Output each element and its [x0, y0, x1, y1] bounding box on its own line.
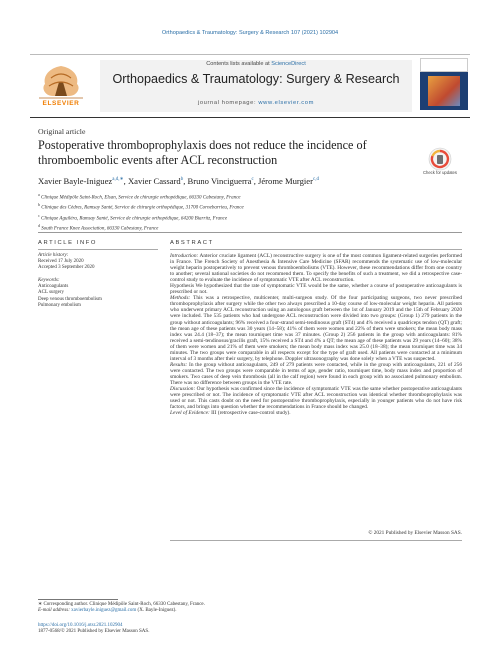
- abstract-body: [170, 253, 462, 416]
- abstract-paragraph: [170, 410, 462, 416]
- affiliation: $^a$ Clinique Médipôle Saint-Roch, Elsan, Service de chirurgie orthopédique, 66330 Cabestany, France: [38, 192, 241, 201]
- copyright-notice: © 2021 Published by Elsevier Masson SAS.: [368, 530, 462, 536]
- author-name[interactable]: Xavier Cassard: [127, 176, 181, 186]
- footnote-divider: [38, 599, 118, 600]
- author-affiliation-marker[interactable]: b: [180, 177, 184, 183]
- abstract-section-text: This was a retrospective, multicenter, multi-surgeon study. Of the four participating surgeons, two never prescribed thromboprophylaxis after surgery while the other two always prescribed a 10-day course of low-molecular weight heparin. All patients who underwent primary ACL reconstruction using an autologous graft between the 1st of January 2019 and the 15th of February 2020 were included. The 535 patients who had undergone ACL reconstruction were divided into two groups: (Group 1) 279 patients in the group without anticoagulants; 96% received a four-strand semi-tendinosus graft (ST4) and 4% received a quadriceps tendon (QT) graft; the mean age of these patients was 30 years (14–58); 41% of them were women and 22% of them were smokers; the mean body mass index was 24.4 (18–37); the mean tourniquet time was 37 minutes. (Group 2) 256 patients in the group with anticoagulants: 81% received a semi-tendinosus/gracilis graft, 15% received a ST4 and 4% a QT; the mean age of these patients was 29 years (14–60); 38% of them were women and 21% of them were smokers; the mean body mass index was 25.0 (18–38); the mean tourniquet time was 34 minutes. The two groups were comparable in all respects except for the type of graft used. All patients were contacted at a minimum interval of 3 months after their surgery, by telephone. Doppler ultrasonography was done solely when a VTE was suspected.: [170, 295, 462, 362]
- history-label: Article history:: [38, 253, 69, 258]
- author-name[interactable]: Xavier Bayle-Iniguez: [38, 176, 113, 186]
- contents-prefix: Contents lists available at: [206, 61, 272, 67]
- email-label: E-mail address:: [38, 608, 72, 614]
- abstract-section-label: Level of Evidence:: [170, 410, 210, 417]
- abstract-divider: [170, 249, 462, 250]
- keyword: Pulmonary embolism: [38, 302, 81, 308]
- abstract-heading: ABSTRACT: [170, 240, 214, 246]
- affiliation: $^b$ Clinique des Cèdres, Ramsay Santé, Service de chirurgie orthopédique, 31700 Cornebarrieu, France: [38, 202, 244, 212]
- email-link[interactable]: xavierbayle.iniguez@gmail.com: [71, 608, 137, 614]
- abstract-section-text: Hypothesis We hypothesized that the rate of symptomatic VTE would be the same, whether a course of postoperative anticoagulants is prescribed or not.: [170, 283, 462, 296]
- check-for-updates-label[interactable]: Check for updates: [423, 170, 457, 175]
- homepage-link[interactable]: www.elsevier.com: [258, 100, 315, 106]
- abstract-section-label: Discussion:: [170, 386, 196, 393]
- doi-link[interactable]: https://doi.org/10.1016/j.otsr.2021.102904: [38, 623, 123, 628]
- affiliation: $^d$ South France Knee Association, 66330 Cabestany, France: [38, 223, 159, 233]
- journal-title: Orthopaedics & Traumatology: Surgery & Research: [112, 72, 400, 86]
- abstract-section-text: III (retrospective case-control study).: [211, 410, 291, 417]
- keyword: ACL surgery: [38, 290, 64, 296]
- email-suffix: (X. Bayle-Iniguez).: [136, 608, 177, 614]
- keywords-label: Keywords:: [38, 278, 60, 284]
- abstract-section-text: Our hypothesis was confirmed since the incidence of symptomatic VTE was the same whether postoperative anticoagulants were prescribed or not. The incidence of symptomatic VTE after ACL reconstruction was identical whether thromboprophylaxis was used or not. This casts doubt on the need for postoperative thromboprophylaxis, especially in younger patients who do not have risk factors, and brings into question whether the recommendations in France should be changed.: [170, 386, 462, 411]
- abstract-paragraph: [170, 253, 462, 283]
- article-type: Original article: [38, 127, 86, 136]
- header-divider: [30, 54, 470, 55]
- article-info-heading: ARTICLE INFO: [38, 240, 98, 246]
- email-line: [38, 608, 458, 614]
- abstract-bottom-divider: [170, 540, 462, 541]
- issn-line: 1877-0568/© 2021 Published by Elsevier Masson SAS.: [38, 629, 150, 635]
- corresponding-author: ∗ Corresponding author. Clinique Médipôle Saint-Roch, 66330 Cabestany, France.: [38, 602, 205, 607]
- abstract-paragraph: [170, 295, 462, 362]
- contents-line: [100, 61, 412, 67]
- author-name[interactable]: Bruno Vinciguerra: [187, 176, 252, 186]
- article-info-panel: [38, 253, 158, 309]
- journal-cover-art: [428, 76, 460, 106]
- author-list: Xavier Bayle-Iniguez$^{a,d,∗}$, Xavier Cassard$^b$, Bruno Vinciguerra$^c$, Jérome Murgier$^{c,d}$: [38, 176, 319, 186]
- corresponding-author-footnote: [38, 602, 458, 614]
- journal-homepage: [100, 100, 412, 106]
- publisher-logo-text: ELSEVIER: [42, 100, 80, 107]
- author-affiliation-marker[interactable]: c: [251, 177, 254, 183]
- header-bottom-divider: [30, 117, 470, 118]
- affiliation: $^c$ Clinique Aguiléra, Ramsay Santé, Service de chirurgie orthopédique, 64200 Biarritz, France: [38, 212, 228, 222]
- received-date: Received 17 July 2020: [38, 259, 84, 265]
- affiliation-list: [38, 192, 458, 234]
- article-info-divider: [38, 249, 158, 250]
- journal-cover-header: [420, 58, 468, 72]
- author-affiliation-marker[interactable]: c,d: [313, 177, 319, 183]
- abstract-paragraph: [170, 362, 462, 386]
- abstract-section-label: Methods:: [170, 295, 191, 302]
- doi-block: [38, 623, 458, 636]
- section-divider: [38, 232, 462, 233]
- abstract-paragraph: [170, 386, 462, 410]
- abstract-section-text: In the group without anticoagulants, 249 of 279 patients were contacted, while in the group with anticoagulants, 221 of 256 were contacted. The two groups were comparable in terms of age, gender ratio, tourniquet time, body mass index and proportion of smokers. Two cases of deep vein thrombosis (all in the calf region) were found in each group with no associated pulmonary embolism. There was no difference between groups in the VTE rate.: [170, 361, 462, 386]
- keyword: Deep venous thromboembolism: [38, 296, 102, 302]
- sciencedirect-link[interactable]: ScienceDirect: [271, 61, 306, 67]
- abstract-section-text: Anterior cruciate ligament (ACL) reconstructive surgery is one of the most common ligament-related surgeries performed in France. The French Society of Anesthesia & Intensive Care Medicine (SFAR) recommends the systematic use of low-molecular weight heparin postoperatively to prevent venous thromboembolisms (VTE). However, these recommendations differ from one country to another; several national societies do not recommend them. To specify the benefits of such a treatment, we did a retrospective case-control study to evaluate the incidence of symptomatic VTE after ACL reconstruction.: [170, 253, 463, 284]
- keyword: Anticoagulants: [38, 284, 69, 290]
- abstract-section-label: Introduction:: [170, 253, 199, 259]
- abstract-section-label: Results:: [170, 361, 188, 368]
- article-title: Postoperative thromboprophylaxis does not reduce the incidence of thromboembolic events after ACL reconstruction: [38, 138, 367, 167]
- author-name[interactable]: Jérome Murgier: [258, 176, 313, 186]
- author-affiliation-marker[interactable]: a,d,∗: [112, 177, 124, 183]
- check-for-updates-icon[interactable]: [428, 147, 452, 171]
- abstract-paragraph: [170, 283, 462, 295]
- accepted-date: Accepted 3 September 2020: [38, 265, 95, 271]
- journal-reference[interactable]: Orthopaedics & Traumatology: Surgery & Research 107 (2021) 102904: [161, 30, 339, 36]
- homepage-prefix: journal homepage:: [197, 100, 259, 106]
